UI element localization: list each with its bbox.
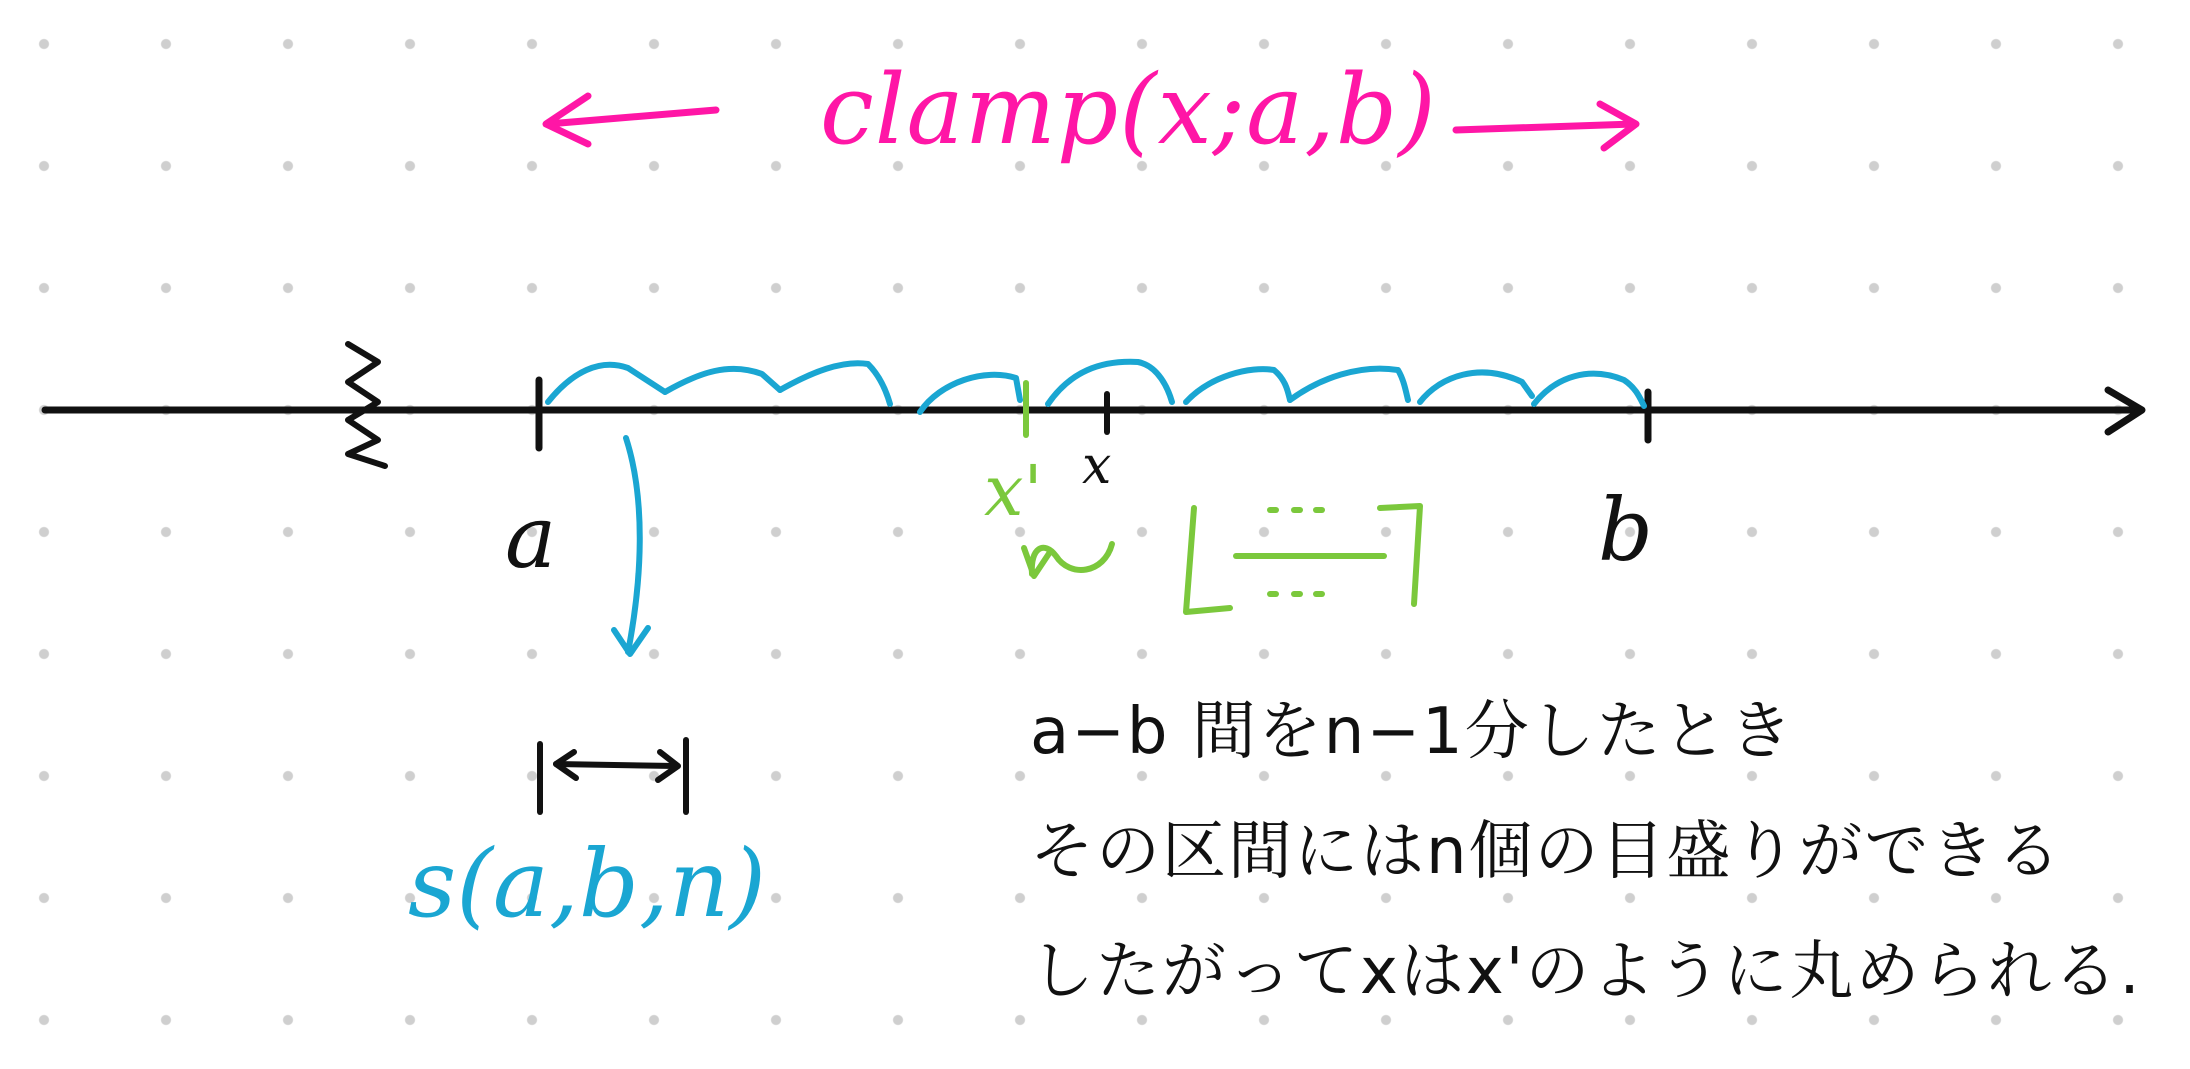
note-line-1: a−b 間をn−1分したとき bbox=[1030, 695, 1795, 769]
axis-break-mark bbox=[348, 344, 385, 466]
round-curl-arrow bbox=[1024, 544, 1112, 576]
label-x: x bbox=[1082, 436, 1112, 496]
clamp-arrow-right bbox=[1456, 104, 1636, 148]
clamp-arrow-left bbox=[546, 96, 716, 144]
note-line-3: したがってxはx'のように丸められる. bbox=[1030, 935, 2142, 1009]
clamp-title: clamp(x;a,b) bbox=[820, 54, 1437, 166]
label-b: b bbox=[1598, 481, 1654, 581]
step-width-bracket bbox=[540, 740, 686, 812]
step-arcs bbox=[548, 362, 1644, 412]
note-line-2: その区間にはn個の目盛りができる bbox=[1030, 815, 2063, 889]
step-pointer-arrow bbox=[614, 438, 648, 654]
label-a: a bbox=[505, 488, 557, 588]
floor-bracket-symbol bbox=[1186, 506, 1420, 612]
label-x-prime: x' bbox=[984, 450, 1043, 532]
label-step-size: s(a,b,n) bbox=[408, 830, 767, 939]
